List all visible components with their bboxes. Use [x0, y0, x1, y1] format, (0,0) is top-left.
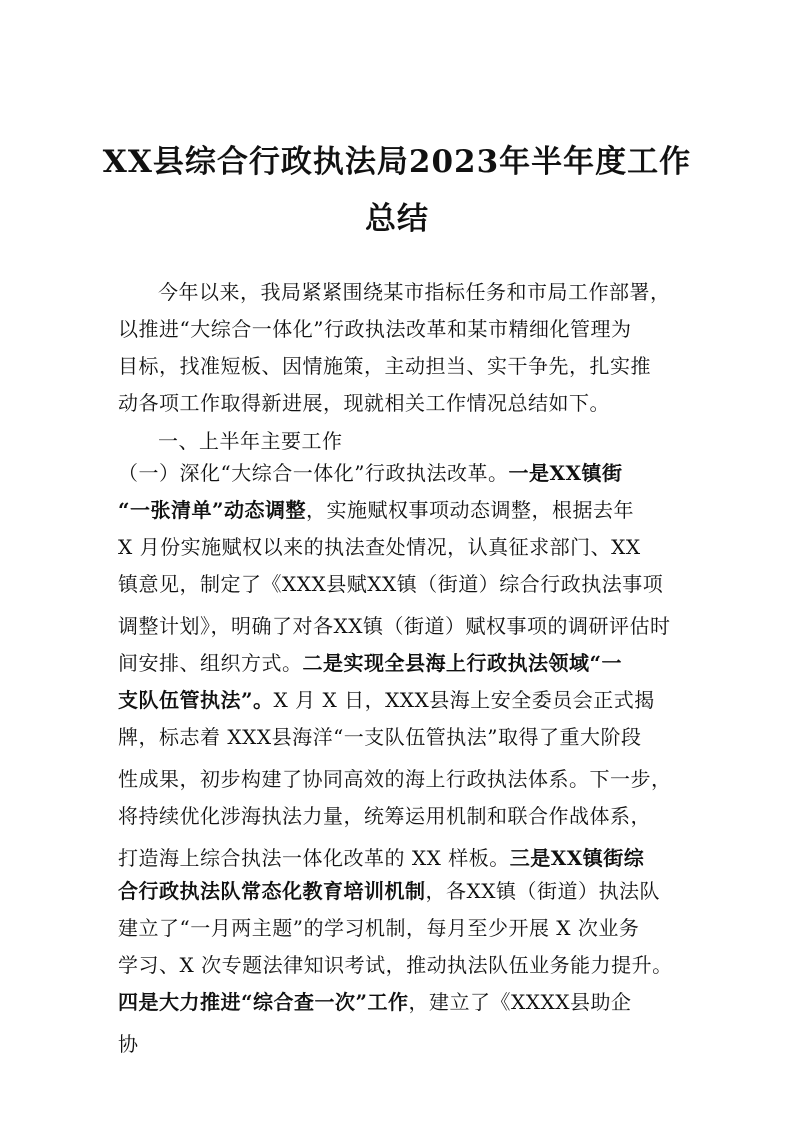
section1-line11: [118, 845, 644, 871]
document-title-line1: XX县综合行政执法局2023年半年度工作: [102, 144, 692, 180]
document-title-line2: 总结: [365, 201, 429, 237]
section1-line2: [118, 497, 634, 523]
section1-line7: [118, 687, 655, 713]
point-three-title: 三是XX镇街综: [509, 846, 645, 870]
section1-line9: 性成果，初步构建了协同高效的海上行政执法体系。下一步，: [118, 767, 672, 791]
section1-line14: 学习、X 次专题法律知识考试，推动执法队伍业务能力提升。: [118, 953, 673, 977]
point-three-title-end: 合行政执法队常态化教育培训机制: [118, 879, 426, 903]
section1-line5: 调整计划》，明确了对各XX镇（街道）赋权事项的调研评估时: [118, 614, 671, 638]
section1-line13: 建立了“一月两主题”的学习机制，每月至少开展 X 次业务: [118, 916, 640, 940]
section1-line12: [118, 878, 660, 904]
point-four-title: 四是大力推进“综合查一次”工作: [118, 990, 409, 1014]
paragraph1-line3: 目标，找准短板、因情施策，主动担当、实干争先，扎实推: [118, 354, 651, 378]
section1-line11-text: 打造海上综合执法一体化改革的 XX 样板。: [118, 846, 510, 870]
section1-line16: 协: [118, 1032, 139, 1056]
section1-line1: [118, 460, 623, 486]
subheading-reform: （一）深化“大综合一体化”行政执法改革。: [118, 461, 509, 485]
section-heading-1: 一、上半年主要工作: [158, 429, 343, 453]
section1-line10: 将持续优化涉海执法力量，统筹运用机制和联合作战体系，: [118, 804, 651, 828]
point-two-title-end: 支队伍管执法”。: [118, 688, 274, 712]
section1-line3: X 月份实施赋权以来的执法查处情况，认真征求部门、XX: [118, 535, 641, 559]
point-two-title: 二是实现全县海上行政执法领域“一: [302, 651, 623, 675]
section1-line8: 牌，标志着 XXX县海洋“一支队伍管执法”取得了重大阶段: [118, 725, 642, 749]
section1-line7-text: X 月 X 日，XXX县海上安全委员会正式揭: [273, 688, 655, 712]
section1-line12-text: ，各XX镇（街道）执法队: [425, 879, 660, 903]
section1-line2-text: ，实施赋权事项动态调整，根据去年: [306, 498, 635, 522]
section1-line4: 镇意见，制定了《XXX县赋XX镇（街道）综合行政执法事项: [118, 572, 664, 596]
paragraph1-line4: 动各项工作取得新进展，现就相关工作情况总结如下。: [118, 391, 610, 415]
paragraph1-line2: 以推进“大综合一体化”行政执法改革和某市精细化管理为: [118, 317, 632, 341]
section1-line15: [118, 989, 631, 1015]
paragraph1-line1: 今年以来，我局紧紧围绕某市指标任务和市局工作部署，: [158, 280, 671, 304]
section1-line6-text: 间安排、组织方式。: [118, 651, 303, 675]
point-one-title: “一张清单”动态调整: [118, 498, 307, 522]
section1-line6: [118, 650, 622, 676]
section1-line15-text: ，建立了《XXXX县助企: [408, 990, 632, 1014]
point-one-label: 一是XX镇街: [508, 461, 623, 485]
